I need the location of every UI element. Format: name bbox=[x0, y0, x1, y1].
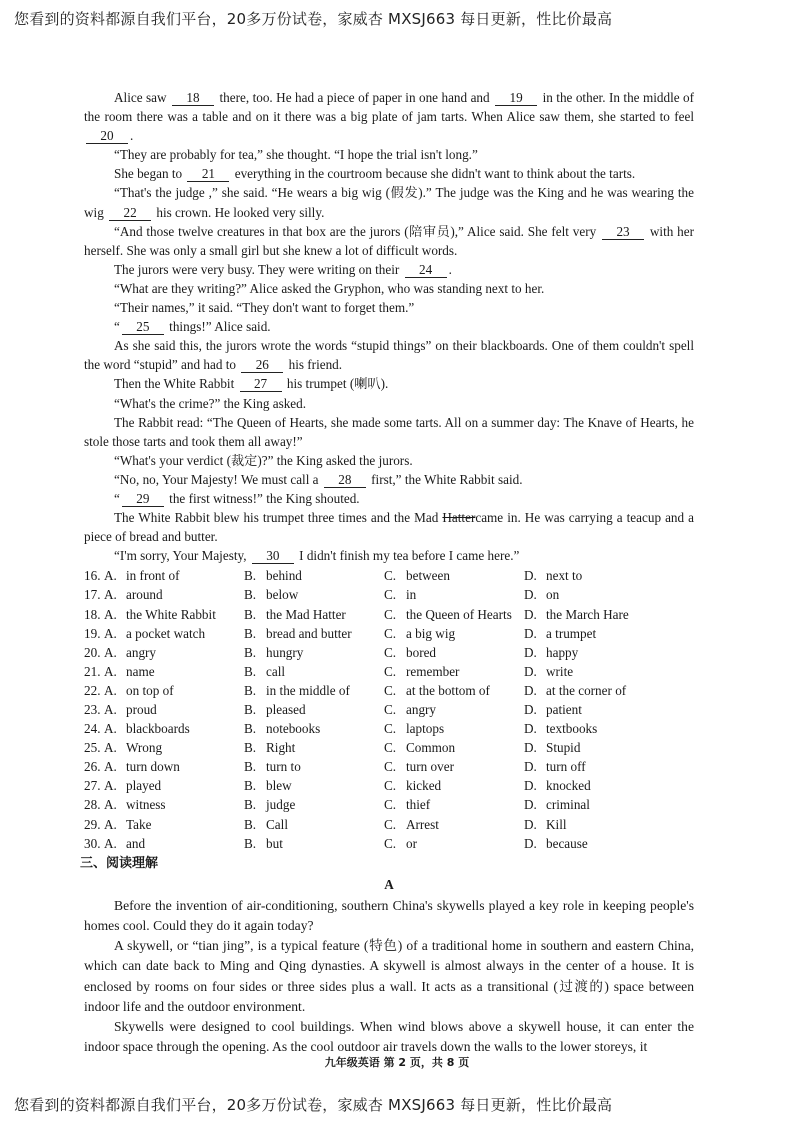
option-letter: C. bbox=[384, 568, 397, 584]
blank-27: 27 bbox=[240, 376, 282, 392]
option-row bbox=[84, 757, 634, 776]
option-a bbox=[104, 681, 244, 700]
option-letter: A. bbox=[104, 644, 117, 660]
option-c bbox=[384, 757, 524, 776]
option-text: blew bbox=[266, 778, 292, 794]
option-b bbox=[244, 834, 384, 853]
option-letter: A. bbox=[104, 721, 117, 737]
story-paragraph-18: “I'm sorry, Your Majesty, 30 I didn't finish my tea before I came here.” bbox=[114, 548, 520, 564]
option-b bbox=[244, 795, 384, 814]
story-paragraph-2: “They are probably for tea,” she thought. “I hope the trial isn't long.” bbox=[114, 147, 478, 163]
option-letter: C. bbox=[384, 702, 397, 717]
option-letter: A. bbox=[104, 625, 117, 641]
option-b bbox=[244, 681, 384, 700]
blank-20: 20 bbox=[86, 128, 128, 144]
option-letter: D. bbox=[524, 759, 537, 775]
options-table bbox=[84, 566, 634, 852]
option-row bbox=[84, 662, 634, 681]
option-letter: C. bbox=[384, 587, 397, 603]
option-letter: B. bbox=[244, 816, 257, 832]
option-a bbox=[104, 566, 244, 585]
option-a bbox=[104, 815, 244, 834]
option-text: call bbox=[266, 663, 286, 679]
option-text: patient bbox=[546, 702, 582, 717]
option-row bbox=[84, 566, 634, 585]
option-text: criminal bbox=[546, 797, 590, 813]
option-a bbox=[104, 662, 244, 681]
option-b bbox=[244, 662, 384, 681]
option-text: kicked bbox=[406, 778, 442, 794]
story-paragraph-9: “ 25 things!” Alice said. bbox=[114, 319, 271, 335]
option-c bbox=[384, 624, 524, 643]
option-letter: C. bbox=[384, 721, 397, 737]
option-b bbox=[244, 605, 384, 624]
option-b bbox=[244, 624, 384, 643]
blank-22: 22 bbox=[109, 205, 151, 221]
option-text: Arrest bbox=[406, 816, 439, 832]
option-text: at the bottom of bbox=[406, 682, 490, 698]
story-paragraph-5: “And those twelve creatures in that box are the jurors (陪审员),” Alice said. She felt very 23 with her herself. She was only a small girl but she knew a lot of difficult words. bbox=[84, 223, 695, 258]
option-text: on bbox=[546, 587, 560, 603]
option-a bbox=[104, 643, 244, 662]
option-text: the White Rabbit bbox=[126, 606, 216, 622]
option-text: in the middle of bbox=[266, 682, 350, 698]
option-text: the March Hare bbox=[546, 606, 629, 622]
option-letter: C. bbox=[384, 816, 397, 832]
option-text: name bbox=[126, 663, 155, 679]
option-letter: C. bbox=[384, 606, 397, 622]
option-c bbox=[384, 700, 524, 719]
option-letter: D. bbox=[524, 835, 537, 851]
blank-28: 28 bbox=[324, 472, 366, 488]
option-letter: D. bbox=[524, 587, 537, 603]
option-d bbox=[524, 605, 634, 624]
option-letter: A. bbox=[104, 835, 117, 851]
option-text: knocked bbox=[546, 778, 591, 794]
option-letter: D. bbox=[524, 625, 537, 641]
story-paragraph-8: “Their names,” it said. “They don't want to forget them.” bbox=[114, 300, 415, 316]
option-b bbox=[244, 643, 384, 662]
option-b bbox=[244, 738, 384, 757]
option-letter: D. bbox=[524, 663, 537, 679]
option-text: textbooks bbox=[546, 721, 598, 737]
option-letter: C. bbox=[384, 797, 397, 813]
option-text: and bbox=[126, 835, 146, 851]
option-text: turn down bbox=[126, 759, 180, 775]
option-text: witness bbox=[126, 797, 166, 813]
option-letter: B. bbox=[244, 721, 257, 737]
page-footer: 九年级英语 第 2 页，共 8 页 bbox=[324, 1056, 470, 1069]
option-text: judge bbox=[266, 797, 296, 813]
story-paragraph-13: The Rabbit read: “The Queen of Hearts, she made some tarts. All on a summer day: The Knave of Hearts, he stole those tarts and took them all away!” bbox=[84, 414, 694, 449]
option-d bbox=[524, 757, 634, 776]
option-a bbox=[104, 834, 244, 853]
passage-label: A bbox=[384, 876, 394, 892]
option-d bbox=[524, 585, 634, 604]
story-paragraph-16: “ 29 the first witness!” the King shouted. bbox=[114, 490, 360, 506]
option-letter: D. bbox=[524, 721, 537, 737]
option-letter: A. bbox=[104, 702, 117, 717]
option-row bbox=[84, 719, 634, 738]
question-number: 27. bbox=[84, 778, 101, 794]
option-letter: A. bbox=[104, 606, 117, 622]
exam-page bbox=[80, 88, 695, 1057]
option-row bbox=[84, 776, 634, 795]
option-row bbox=[84, 834, 634, 853]
bottom-banner: 您看到的资料都源自我们平台，20多万份试卷，家威杏 MXSJ663 每日更新，性比价最高 bbox=[14, 1096, 613, 1114]
option-text: a big wig bbox=[406, 625, 456, 641]
option-letter: B. bbox=[244, 778, 257, 794]
option-letter: A. bbox=[104, 587, 117, 603]
option-letter: C. bbox=[384, 835, 397, 851]
option-text: bored bbox=[406, 644, 437, 660]
blank-26: 26 bbox=[241, 357, 283, 373]
option-letter: D. bbox=[524, 740, 537, 756]
option-letter: D. bbox=[524, 797, 537, 813]
passage-paragraph-2: A skywell, or “tian jing”, is a typical feature (特色) of a traditional home in southern and eastern China, which can date back to Ming and Qing dynasties. A skywell is almost always in the center of a house. It is enclosed by rooms on four sides or three sides plus a wall. It acts as a transitional (过渡的) space between indoor life and the outdoor environment. bbox=[84, 938, 694, 1014]
option-letter: A. bbox=[104, 663, 117, 679]
story-paragraph-17: The White Rabbit blew his trumpet three times and the Mad Hattercame in. He was carrying a teacup and a piece of bread and butter. bbox=[84, 510, 695, 545]
option-a bbox=[104, 776, 244, 795]
option-a bbox=[104, 585, 244, 604]
option-text: turn to bbox=[266, 759, 301, 775]
option-d bbox=[524, 719, 634, 738]
option-c bbox=[384, 795, 524, 814]
question-number: 19. bbox=[84, 625, 101, 641]
option-text: blackboards bbox=[126, 721, 190, 737]
option-b bbox=[244, 700, 384, 719]
option-text: notebooks bbox=[266, 721, 321, 737]
option-a bbox=[104, 624, 244, 643]
option-text: Call bbox=[266, 816, 288, 832]
option-letter: B. bbox=[244, 606, 257, 622]
option-row bbox=[84, 681, 634, 700]
option-letter: A. bbox=[104, 568, 117, 584]
option-letter: A. bbox=[104, 740, 117, 756]
option-letter: B. bbox=[244, 663, 257, 679]
story-paragraph-7: “What are they writing?” Alice asked the Gryphon, who was standing next to her. bbox=[114, 280, 545, 296]
option-letter: B. bbox=[244, 568, 257, 584]
question-number: 26. bbox=[84, 759, 101, 775]
option-b bbox=[244, 757, 384, 776]
option-c bbox=[384, 719, 524, 738]
option-b bbox=[244, 776, 384, 795]
option-text: Kill bbox=[546, 816, 567, 832]
blank-19: 19 bbox=[495, 90, 537, 106]
option-text: happy bbox=[546, 644, 579, 660]
option-c bbox=[384, 662, 524, 681]
option-a bbox=[104, 757, 244, 776]
option-a bbox=[104, 738, 244, 757]
option-row bbox=[84, 643, 634, 662]
question-number: 17. bbox=[84, 587, 101, 603]
option-text: because bbox=[546, 835, 588, 851]
option-a bbox=[104, 700, 244, 719]
question-number: 29. bbox=[84, 816, 101, 832]
option-text: the Queen of Hearts bbox=[406, 606, 512, 622]
option-letter: C. bbox=[384, 625, 397, 641]
option-c bbox=[384, 834, 524, 853]
option-letter: D. bbox=[524, 606, 537, 622]
option-d bbox=[524, 700, 634, 719]
option-text: bread and butter bbox=[266, 625, 352, 641]
question-number: 28. bbox=[84, 797, 101, 813]
option-text: around bbox=[126, 587, 163, 603]
option-letter: B. bbox=[244, 644, 257, 660]
option-letter: B. bbox=[244, 702, 257, 717]
option-b bbox=[244, 585, 384, 604]
option-letter: D. bbox=[524, 778, 537, 794]
option-text: Right bbox=[266, 740, 296, 756]
option-text: in bbox=[406, 587, 417, 603]
question-number: 16. bbox=[84, 568, 101, 584]
option-letter: A. bbox=[104, 682, 117, 698]
option-text: laptops bbox=[406, 721, 445, 737]
option-letter: C. bbox=[384, 759, 397, 775]
option-c bbox=[384, 738, 524, 757]
option-d bbox=[524, 681, 634, 700]
option-text: on top of bbox=[126, 682, 174, 698]
option-row bbox=[84, 815, 634, 834]
blank-24: 24 bbox=[405, 262, 447, 278]
option-row bbox=[84, 605, 634, 624]
option-letter: A. bbox=[104, 797, 117, 813]
story-paragraph-11: Then the White Rabbit 27 his trumpet (喇叭). bbox=[114, 376, 389, 392]
option-d bbox=[524, 643, 634, 662]
option-text: Wrong bbox=[126, 740, 163, 756]
reading-passage-a bbox=[84, 896, 694, 1058]
option-c bbox=[384, 815, 524, 834]
blank-25: 25 bbox=[122, 319, 164, 335]
option-a bbox=[104, 795, 244, 814]
option-c bbox=[384, 585, 524, 604]
option-b bbox=[244, 815, 384, 834]
option-letter: A. bbox=[104, 759, 117, 775]
option-d bbox=[524, 795, 634, 814]
option-letter: D. bbox=[524, 568, 537, 584]
option-letter: A. bbox=[104, 816, 117, 832]
option-letter: C. bbox=[384, 682, 397, 698]
option-text: played bbox=[126, 778, 162, 794]
option-d bbox=[524, 834, 634, 853]
option-text: or bbox=[406, 835, 417, 851]
option-c bbox=[384, 605, 524, 624]
option-letter: B. bbox=[244, 835, 257, 851]
option-text: angry bbox=[126, 644, 157, 660]
option-text: write bbox=[546, 663, 574, 679]
story-paragraph-1: Alice saw 18 there, too. He had a piece of paper in one hand and 19 in the other. In the middle of the room there was a table and on it there was a big plate of jam tarts. When Alice saw them, she started to feel 20 . bbox=[84, 90, 695, 144]
option-letter: B. bbox=[244, 625, 257, 641]
question-number: 20. bbox=[84, 644, 101, 660]
option-c bbox=[384, 681, 524, 700]
option-text: next to bbox=[546, 568, 583, 584]
option-text: pleased bbox=[266, 702, 306, 717]
option-text: Stupid bbox=[546, 740, 581, 756]
option-c bbox=[384, 776, 524, 795]
option-letter: C. bbox=[384, 663, 397, 679]
question-number: 23. bbox=[84, 702, 101, 717]
option-row bbox=[84, 624, 634, 643]
option-letter: D. bbox=[524, 682, 537, 698]
option-d bbox=[524, 815, 634, 834]
option-text: Common bbox=[406, 740, 456, 756]
option-text: turn over bbox=[406, 759, 454, 775]
option-letter: B. bbox=[244, 682, 257, 698]
story-paragraph-4: “That's the judge ,” she said. “He wears a big wig (假发).” The judge was the King and he was wearing the wig 22 his crown. He looked very silly. bbox=[84, 185, 694, 220]
story-paragraph-3: She began to 21 everything in the courtroom because she didn't want to think about the tarts. bbox=[114, 166, 636, 182]
option-text: thief bbox=[406, 797, 431, 813]
option-row bbox=[84, 700, 634, 719]
option-letter: B. bbox=[244, 797, 257, 813]
passage-paragraph-1: Before the invention of air-conditioning, southern China's skywells played a key role in keeping people's homes cool. Could they do it again today? bbox=[84, 897, 694, 933]
blank-21: 21 bbox=[187, 166, 229, 182]
option-a bbox=[104, 719, 244, 738]
blank-30: 30 bbox=[252, 548, 294, 564]
blank-23: 23 bbox=[602, 224, 644, 240]
question-number: 30. bbox=[84, 835, 101, 851]
story-paragraph-10: As she said this, the jurors wrote the words “stupid things” on their blackboards. One of them couldn't spell the word “stupid” and had to 26 his friend. bbox=[84, 338, 694, 373]
story-paragraph-15: “No, no, Your Majesty! We must call a 28 first,” the White Rabbit said. bbox=[114, 471, 523, 487]
story-paragraph-14: “What's your verdict (裁定)?” the King asked the jurors. bbox=[114, 452, 413, 468]
option-text: behind bbox=[266, 568, 302, 584]
top-banner: 您看到的资料都源自我们平台，20多万份试卷，家威杏 MXSJ663 每日更新，性比价最高 bbox=[14, 10, 613, 28]
option-text: angry bbox=[406, 702, 437, 717]
option-text: a trumpet bbox=[546, 625, 597, 641]
option-d bbox=[524, 624, 634, 643]
option-a bbox=[104, 605, 244, 624]
option-text: below bbox=[266, 587, 299, 603]
option-text: hungry bbox=[266, 644, 304, 660]
option-c bbox=[384, 643, 524, 662]
option-letter: B. bbox=[244, 587, 257, 603]
option-row bbox=[84, 585, 634, 604]
blank-29: 29 bbox=[122, 491, 164, 507]
option-letter: C. bbox=[384, 740, 397, 756]
section-heading: 三、阅读理解 bbox=[80, 855, 159, 871]
option-letter: A. bbox=[104, 778, 117, 794]
question-number: 21. bbox=[84, 663, 101, 679]
option-letter: D. bbox=[524, 816, 537, 832]
option-text: at the corner of bbox=[546, 682, 627, 698]
question-number: 24. bbox=[84, 721, 101, 737]
passage-paragraph-3: Skywells were designed to cool buildings. When wind blows above a skywell house, it can enter the indoor space through the opening. As the cool outdoor air travels down the walls to the lower storeys, it bbox=[84, 1018, 694, 1055]
option-letter: D. bbox=[524, 702, 537, 717]
option-text: but bbox=[266, 835, 283, 851]
question-number: 22. bbox=[84, 682, 101, 698]
option-text: the Mad Hatter bbox=[266, 606, 346, 622]
option-letter: C. bbox=[384, 778, 397, 794]
option-text: turn off bbox=[546, 759, 586, 775]
option-b bbox=[244, 566, 384, 585]
option-row bbox=[84, 738, 634, 757]
option-letter: D. bbox=[524, 644, 537, 660]
story-paragraph-12: “What's the crime?” the King asked. bbox=[114, 395, 307, 411]
option-d bbox=[524, 738, 634, 757]
option-d bbox=[524, 662, 634, 681]
story-paragraph-6: The jurors were very busy. They were writing on their 24 . bbox=[114, 261, 452, 277]
option-text: Take bbox=[126, 816, 152, 832]
question-number: 25. bbox=[84, 740, 101, 756]
option-text: remember bbox=[406, 663, 460, 679]
option-d bbox=[524, 776, 634, 795]
option-row bbox=[84, 795, 634, 814]
option-letter: C. bbox=[384, 644, 397, 660]
blank-18: 18 bbox=[172, 90, 214, 106]
option-text: in front of bbox=[126, 568, 180, 584]
option-letter: B. bbox=[244, 740, 257, 756]
option-text: proud bbox=[126, 702, 157, 717]
option-c bbox=[384, 566, 524, 585]
option-letter: B. bbox=[244, 759, 257, 775]
option-text: between bbox=[406, 568, 450, 584]
struck-word: Hatter bbox=[442, 510, 476, 526]
option-b bbox=[244, 719, 384, 738]
question-number: 18. bbox=[84, 606, 101, 622]
option-d bbox=[524, 566, 634, 585]
option-text: a pocket watch bbox=[126, 625, 206, 641]
